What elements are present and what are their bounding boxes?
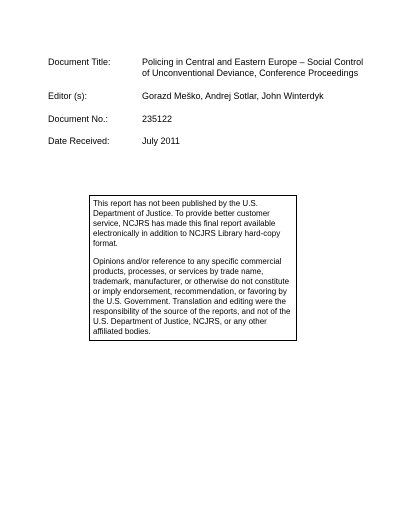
editors-value: Gorazd Meško, Andrej Sotlar, John Winterdyk	[142, 91, 324, 101]
date-received-label: Date Received:	[48, 136, 110, 146]
date-received-row	[48, 136, 378, 147]
document-title-label: Document Title:	[48, 57, 111, 67]
editors-label: Editor (s):	[48, 91, 88, 101]
document-number-row	[48, 114, 378, 125]
document-title-row	[48, 57, 378, 79]
document-metadata	[48, 57, 378, 159]
editors-row	[48, 91, 378, 102]
document-number-value: 235122	[142, 114, 173, 124]
document-title-value: Policing in Central and Eastern Europe – Social Control of Unconventional Deviance, Conference Proceedings	[142, 57, 364, 78]
disclaimer-paragraph-1: This report has not been published by the U.S. Department of Justice. To provide better customer service, NCJRS has made this final report available electronically in addition to NCJRS Library hard-copy format.	[93, 199, 281, 248]
document-number-label: Document No.:	[48, 114, 109, 124]
disclaimer-box	[89, 195, 297, 341]
disclaimer-paragraph-2: Opinions and/or reference to any specific commercial products, processes, or services by trade name, trademark, manufacturer, or otherwise do not constitute or imply endorsement, recommendation, or favoring by the U.S. Government. Translation and editing were the responsibility of the source of the reports, and not of the U.S. Department of Justice, NCJRS, or any other affiliated bodies.	[93, 257, 291, 336]
date-received-value: July 2011	[142, 136, 180, 146]
